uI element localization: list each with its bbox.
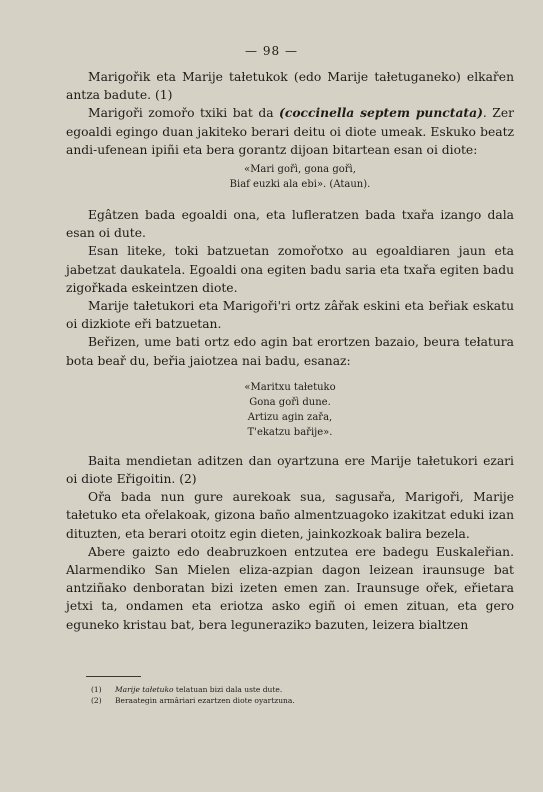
paragraph: Beřizen, ume bati ortz edo agin bat erortzen bazaio, beura tełatura bota beař du, beřia jaiotzea nai badu, esanaz:: [66, 335, 514, 368]
footnote: [91, 695, 514, 706]
footnote: [91, 684, 514, 695]
scientific-name: (coccinella septem punctata): [279, 105, 483, 121]
verse-quote: [66, 380, 514, 440]
footnote-divider: [86, 676, 141, 677]
paragraph: Esan liteke, toki batzuetan zomořotxo au egoaldiaren jaun eta jabetzat daukatela. Egoaldi ona egiten badu saria eta txařa egiten badu zigořkada eskeintzen diote.: [66, 244, 514, 295]
paragraph: Marigořik eta Marije tałetukok (edo Marije tałetuganeko) elkařen antza badute. (1): [66, 70, 514, 103]
verse-quote: [86, 162, 514, 192]
paragraph: Egâtzen bada egoaldi ona, eta lufleratzen bada txařa izango dala esan oi dute.: [66, 208, 514, 241]
verse-line: «Maritxu tałetuko: [244, 381, 336, 393]
footnote-number: (1): [91, 685, 102, 694]
footnote-text: Beraategin armâriari ezartzen diote oyartzuna.: [115, 696, 295, 705]
verse-line: «Mari gořì, gona gořì,: [244, 164, 356, 176]
footnote-text: telatuan bizi dala uste dute.: [173, 685, 283, 694]
paragraph-text: egoaldi egingo duan jakiteko berari deitu oi diote umeak. Eskuko beatz andi-ufenean ipiñi eta bera gorantz dijoan bitartean esan oi diote:: [66, 124, 514, 157]
footnote-number: (2): [91, 696, 102, 705]
paragraph: Marije tałetukori eta Marigoři'ri ortz zâřak eskini eta beřiak eskatu oi dizkiote eři batzuetan.: [66, 299, 514, 332]
paragraph: Baita mendietan aditzen dan oyartzuna ere Marije tałetukori ezari oi diote Eřigoitin. (2): [66, 453, 514, 487]
footnotes: [66, 676, 514, 706]
paragraph-text: Marigoři zomořo txiki bat da: [88, 106, 280, 121]
verse-line: Biaf euzki ala ebi». (Ataun).: [229, 179, 371, 191]
footnote-term: Marije tałetuko: [115, 685, 174, 694]
verse-line: Artizu agin zařa,: [247, 411, 333, 423]
paragraph: Abere gaizto edo deabruzkoen entzutea ere badegu Euskaleřian. Alarmendiko San Mielen eliza-azpian dagon leizean iraunsuge bat antziñako denboratan bizi izeten emen zan. Iraunsuge ořek, eřietara jetxi ta, ondamen eta eriotza asko egiñ oi emen zituan, eta gero eguneko kristau bat, bera legunerazikɔ bazuten, leizera bialtzen: [66, 544, 514, 632]
paragraph: Ořa bada nun gure aurekoak sua, sagusařa, Marigoři, Marije tałetuko eta ořelakoak, gizona baño almentzuagoko izakitzat eduki izan dituzten, eta berari otoitz egin dieten, jainkozkoak balira bezela.: [66, 490, 514, 541]
page-number: — 98 —: [245, 44, 298, 58]
main-text: [66, 68, 514, 634]
verse-line: Gona gořì dune.: [249, 396, 331, 408]
verse-line: T'ekatzu bařije».: [247, 426, 333, 438]
paragraph-text: . Zer: [482, 106, 514, 121]
paragraph: [66, 104, 514, 159]
